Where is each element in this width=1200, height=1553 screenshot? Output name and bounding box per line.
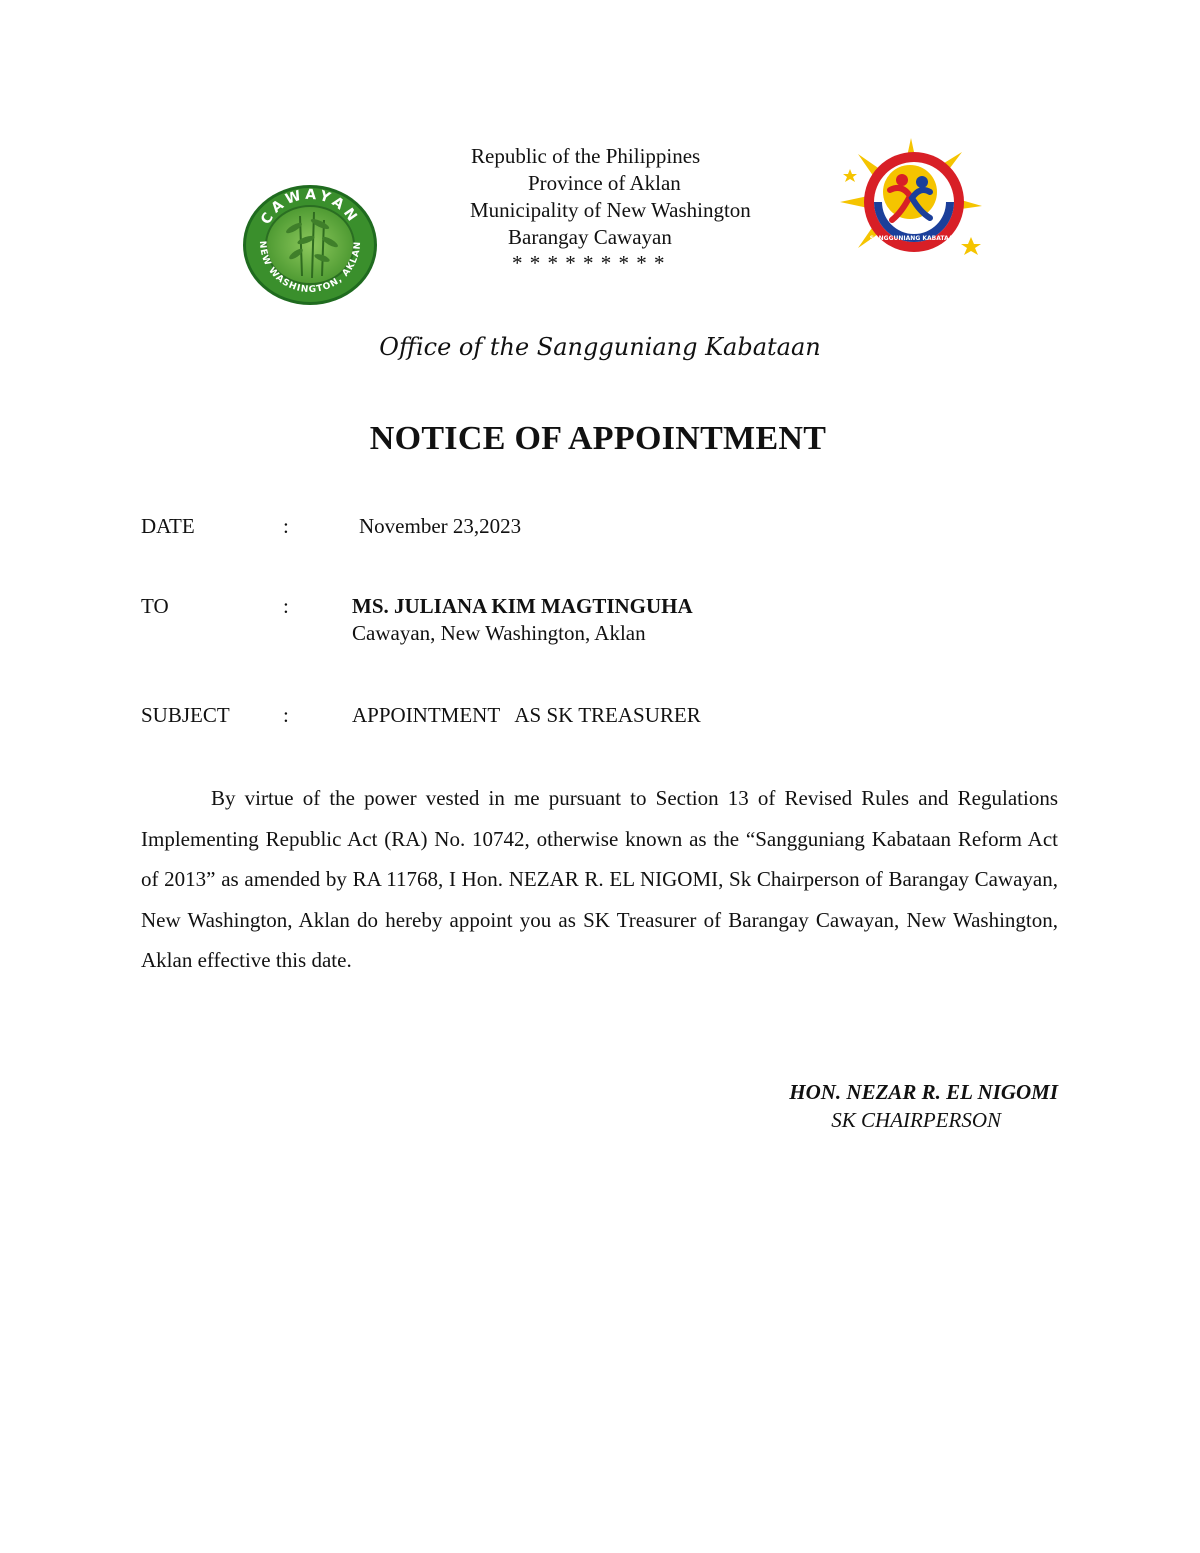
subject-value: APPOINTMENT AS SK TREASURER [352,703,701,727]
sangguniang-kabataan-logo [838,136,984,266]
recipient-name: MS. JULIANA KIM MAGTINGUHA [352,594,693,618]
office-title: Office of the Sangguniang Kabataan [379,333,821,361]
header-province: Province of Aklan [528,171,681,195]
to-colon: : [283,594,289,618]
header-republic: Republic of the Philippines [471,144,701,168]
date-colon: : [283,514,289,538]
header-municipality: Municipality of New Washington [470,198,751,222]
document-title: NOTICE OF APPOINTMENT [369,420,827,457]
recipient-address: Cawayan, New Washington, Aklan [352,621,646,645]
to-label: TO [141,594,169,618]
svg-text:SANGGUNIANG KABATAAN: SANGGUNIANG KABATAAN [869,235,959,242]
subject-colon: : [283,703,289,727]
svg-text:CAWAYAN: CAWAYAN [257,186,363,228]
svg-text:NEW WASHINGTON, AKLAN: NEW WASHINGTON, AKLAN [256,240,364,296]
signatory-name: HON. NEZAR R. EL NIGOMI [789,1080,1058,1104]
date-label: DATE [141,514,195,538]
date-value: November 23,2023 [359,514,522,538]
signatory-title: SK CHAIRPERSON [831,1108,1001,1132]
header-barangay: Barangay Cawayan [508,225,672,249]
header-stars: * * * * * * * * * [512,251,666,275]
cawayan-seal-logo [242,184,379,307]
body-paragraph: By virtue of the power vested in me pursuant to Section 13 of Revised Rules and Regulations Implementing Republic Act (RA) No. 10742, otherwise known as the “Sangguniang Kabataan Reform Act of 2013” as amended by RA 11768, I Hon. NEZAR R. EL NIGOMI, Sk Chairperson of Barangay Cawayan, New Washington, Aklan do hereby appoint you as SK Treasurer of Barangay Cawayan, New Washington, Aklan effective this date. [141,786,1058,972]
subject-label: SUBJECT [141,703,230,727]
